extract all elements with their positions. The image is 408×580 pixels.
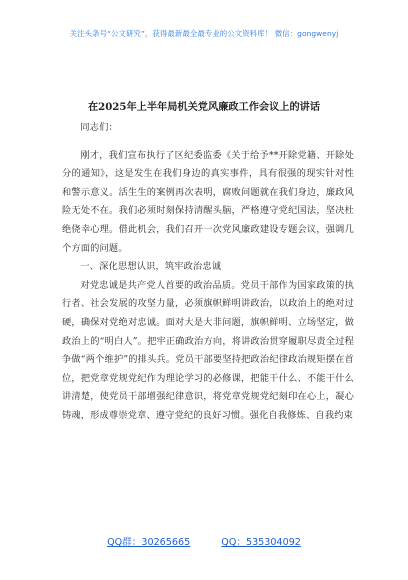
qq-contact-link[interactable]: QQ：535304092	[221, 537, 301, 548]
header-banner: 关注头条号“公文研究”，获得最新最全最专业的公文资料库！ 微信：gongwenyj	[69, 29, 339, 38]
section-heading-1: 一、深化思想认识，筑牢政治忠诚	[80, 261, 222, 273]
salutation: 同志们：	[80, 122, 118, 133]
footer-contact	[0, 534, 408, 548]
qq-group-link[interactable]: QQ群：30265665	[107, 537, 191, 548]
paragraph-section-1: 对党忠诚是共产党人首要的政治品质。党员干部作为国家政策的执行者、社会发展的攻坚力量，必须旗帜鲜明讲政治，以政治上的绝对过硬，确保对党绝对忠诚。面对大是大非问题，旗帜鲜明、立场坚定，做政治上的“明白人”。把牢正确政治方向，将讲政治贯穿履职尽责全过程争做“两个维护”的排头兵。党员干部要坚持把政治纪律政治规矩摆在首位，把党章党规党纪作为理论学习的必修课，把能干什么、不能干什么讲清楚，使党员干部增强纪律意识，将党章党规党纪刻印在心上，凝心铸魂，形成尊崇党章、遵守党纪的良好习惯。强化自我修炼、自我约束	[62, 279, 354, 421]
paragraph-intro: 刚才，我们宣布执行了区纪委监委《关于给予**开除党籍、开除处分的通知》，这是发生在我们身边的真实事件，具有很强的现实针对性和警示意义。活生生的案例再次表明，腐败问题就在我们身边，廉政风险无处不在。我们必须时刻保持清醒头脑，严格遵守党纪国法，坚决杜绝侥幸心理。借此机会，我们召开一次党风廉政建设专题会议，强调几个方面的问题。	[62, 149, 354, 254]
document-title: 在2025年上半年局机关党风廉政工作会议上的讲话	[87, 101, 321, 113]
document-body	[62, 116, 354, 426]
